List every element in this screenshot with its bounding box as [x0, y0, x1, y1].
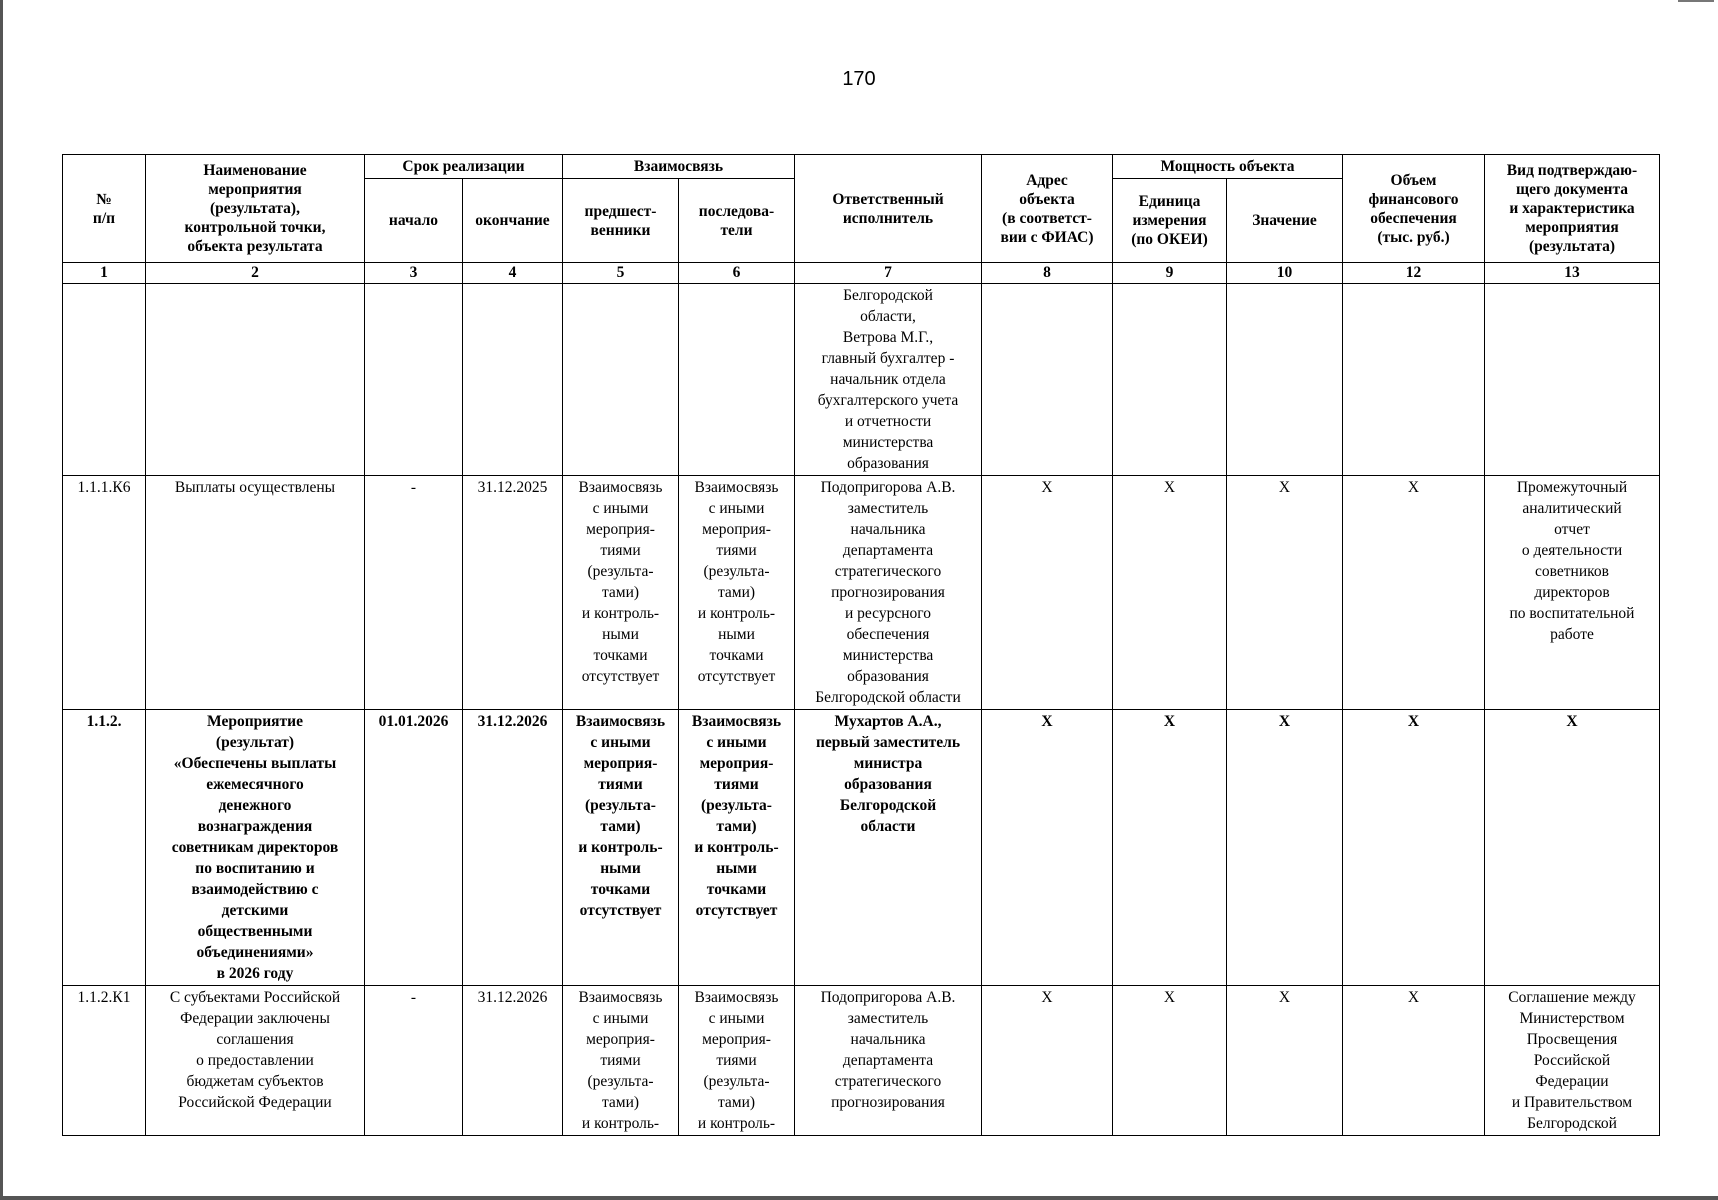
cell-num: 1.1.1.К6 [63, 476, 146, 710]
column-number: 8 [982, 263, 1113, 284]
cell-name: С субъектами Российской Федерации заключены соглашения о предоставлении бюджетам субъектов Российской Федерации [146, 986, 365, 1136]
table-row-1-1-2-k1 [63, 986, 1660, 1136]
cell-doc: Соглашение между Министерством Просвещения Российской Федерации и Правительством Белгородской [1485, 986, 1660, 1136]
cell-doc [1485, 284, 1660, 476]
scan-mark-top [1678, 0, 1714, 2]
scan-border-left [0, 0, 3, 1200]
cell-address: Х [982, 476, 1113, 710]
cell-start: 01.01.2026 [365, 710, 463, 986]
cell-name [146, 284, 365, 476]
cell-start [365, 284, 463, 476]
cell-finance: Х [1343, 476, 1485, 710]
column-number: 12 [1343, 263, 1485, 284]
cell-end: 31.12.2026 [463, 710, 563, 986]
column-number: 13 [1485, 263, 1660, 284]
cell-num [63, 284, 146, 476]
column-number: 6 [679, 263, 795, 284]
cell-name: Мероприятие (результат) «Обеспечены выплаты ежемесячного денежного вознаграждения советникам директоров по воспитанию и взаимодействию с детскими общественными объединениями» в 2026 году [146, 710, 365, 986]
cell-executor: Подопригорова А.В. заместитель начальника департамента стратегического прогнозирования [795, 986, 982, 1136]
header-term-start: начало [365, 179, 463, 263]
column-number-row [63, 263, 1660, 284]
cell-unit: Х [1113, 476, 1227, 710]
column-number: 5 [563, 263, 679, 284]
cell-next [679, 284, 795, 476]
cell-executor: Подопригорова А.В. заместитель начальника департамента стратегического прогнозирования и ресурсного обеспечения министерства образования Белгородской области [795, 476, 982, 710]
cell-next: Взаимосвязь с иными мероприя- тиями (результа- тами) и контроль- [679, 986, 795, 1136]
cell-address: Х [982, 986, 1113, 1136]
cell-executor: Белгородской области, Ветрова М.Г., главный бухгалтер - начальник отдела бухгалтерского учета и отчетности министерства образования [795, 284, 982, 476]
cell-finance [1343, 284, 1485, 476]
cell-value [1227, 284, 1343, 476]
cell-start: - [365, 476, 463, 710]
header-link-prev: предшест- венники [563, 179, 679, 263]
cell-num: 1.1.2. [63, 710, 146, 986]
header-capacity-unit: Единица измерения (по ОКЕИ) [1113, 179, 1227, 263]
header-capacity-value: Значение [1227, 179, 1343, 263]
cell-unit: Х [1113, 986, 1227, 1136]
cell-address [982, 284, 1113, 476]
cell-address: Х [982, 710, 1113, 986]
column-number: 7 [795, 263, 982, 284]
events-table [62, 154, 1660, 1136]
cell-value: Х [1227, 710, 1343, 986]
cell-next: Взаимосвязь с иными мероприя- тиями (результа- тами) и контроль- ными точками отсутствует [679, 710, 795, 986]
cell-executor: Мухартов А.А., первый заместитель министра образования Белгородской области [795, 710, 982, 986]
cell-unit [1113, 284, 1227, 476]
header-link-group: Взаимосвязь [563, 155, 795, 179]
cell-prev: Взаимосвязь с иными мероприя- тиями (результа- тами) и контроль- [563, 986, 679, 1136]
header-executor: Ответственный исполнитель [795, 155, 982, 263]
header-address: Адрес объекта (в соответст- вии с ФИАС) [982, 155, 1113, 263]
column-number: 3 [365, 263, 463, 284]
header-term-end: окончание [463, 179, 563, 263]
column-number: 10 [1227, 263, 1343, 284]
cell-value: Х [1227, 476, 1343, 710]
header-finance: Объем финансового обеспечения (тыс. руб.) [1343, 155, 1485, 263]
column-number: 2 [146, 263, 365, 284]
cell-name: Выплаты осуществлены [146, 476, 365, 710]
column-number: 4 [463, 263, 563, 284]
cell-value: Х [1227, 986, 1343, 1136]
page-number: 170 [842, 68, 876, 90]
table-row-1-1-1-k6 [63, 476, 1660, 710]
cell-end: 31.12.2025 [463, 476, 563, 710]
header-num: № п/п [63, 155, 146, 263]
cell-doc: Х [1485, 710, 1660, 986]
cell-prev [563, 284, 679, 476]
cell-next: Взаимосвязь с иными мероприя- тиями (результа- тами) и контроль- ными точками отсутствует [679, 476, 795, 710]
column-number: 1 [63, 263, 146, 284]
scan-border-bottom [0, 1196, 1718, 1200]
cell-finance: Х [1343, 986, 1485, 1136]
cell-num: 1.1.2.К1 [63, 986, 146, 1136]
header-row-top [63, 155, 1660, 179]
column-number: 9 [1113, 263, 1227, 284]
table-row-1-1-2 [63, 710, 1660, 986]
header-term-group: Срок реализации [365, 155, 563, 179]
header-name: Наименование мероприятия (результата), контрольной точки, объекта результата [146, 155, 365, 263]
header-link-next: последова- тели [679, 179, 795, 263]
cell-prev: Взаимосвязь с иными мероприя- тиями (результа- тами) и контроль- ными точками отсутствует [563, 710, 679, 986]
cell-end: 31.12.2026 [463, 986, 563, 1136]
cell-doc: Промежуточный аналитический отчет о деятельности советников директоров по воспитательной работе [1485, 476, 1660, 710]
header-doc: Вид подтверждаю- щего документа и характеристика мероприятия (результата) [1485, 155, 1660, 263]
cell-unit: Х [1113, 710, 1227, 986]
cell-prev: Взаимосвязь с иными мероприя- тиями (результа- тами) и контроль- ными точками отсутствует [563, 476, 679, 710]
header-capacity-group: Мощность объекта [1113, 155, 1343, 179]
cell-end [463, 284, 563, 476]
table-row-continuation [63, 284, 1660, 476]
cell-start: - [365, 986, 463, 1136]
cell-finance: Х [1343, 710, 1485, 986]
